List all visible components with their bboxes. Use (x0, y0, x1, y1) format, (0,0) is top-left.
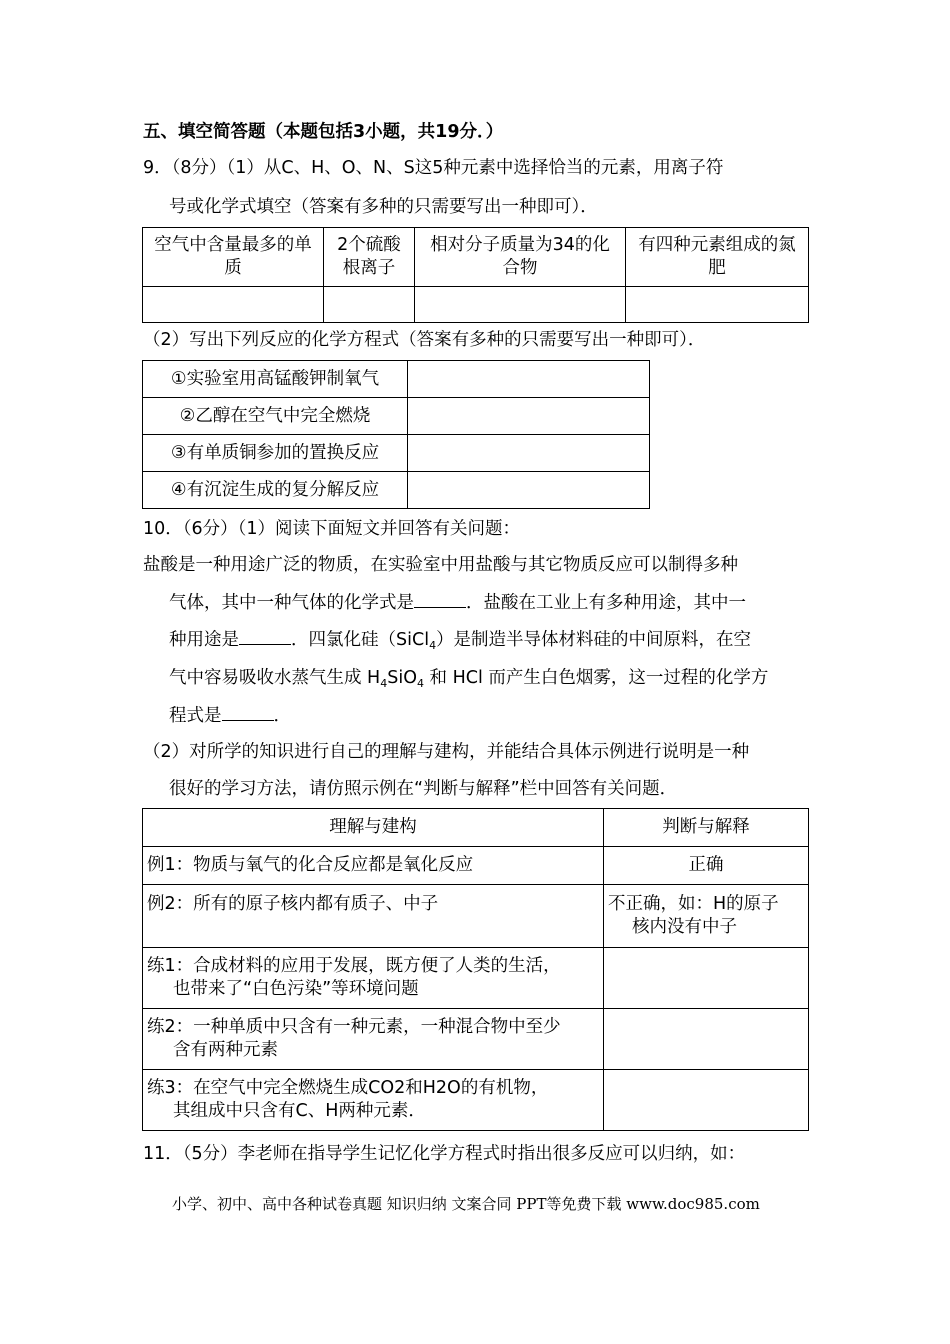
q9-table1-header-3: 相对分子质量为34的化 合物 (415, 228, 626, 287)
practice-2-statement: 练2：一种单质中只含有一种元素，一种混合物中至少 含有两种元素 (143, 1009, 604, 1070)
answer-cell[interactable] (604, 1009, 809, 1070)
answer-blank[interactable] (239, 626, 291, 645)
table-header-understanding: 理解与建构 (143, 809, 604, 847)
example-1-statement: 例1：物质与氧气的化合反应都是氧化反应 (143, 847, 604, 885)
q10-paragraph-line4: 气中容易吸收水蒸气生成 $H_4SiO_4$ 和 HCl 而产生白色烟雾，这一过程的化学方 (169, 668, 769, 690)
answer-cell[interactable] (604, 948, 809, 1009)
q9-table2 (142, 360, 650, 509)
answer-cell[interactable] (408, 398, 650, 435)
reaction-label: ①实验室用高锰酸钾制氧气 (143, 361, 408, 398)
q10-part2-line1: （2）对所学的知识进行自己的理解与建构，并能结合具体示例进行说明是一种 (143, 742, 750, 762)
q9-line2: 号或化学式填空（答案有多种的只需要写出一种即可）． (169, 197, 598, 217)
q10-paragraph-line1: 盐酸是一种用途广泛的物质，在实验室中用盐酸与其它物质反应可以制得多种 (143, 555, 738, 575)
answer-blank[interactable] (414, 589, 466, 608)
practice-1-statement: 练1：合成材料的应用于发展，既方便了人类的生活， 也带来了“白色污染”等环境问题 (143, 948, 604, 1009)
q11-line1: 11．（5分）李老师在指导学生记忆化学方程式时指出很多反应可以归纳，如： (143, 1144, 746, 1164)
q9-table1-header-2: 2个硫酸 根离子 (324, 228, 415, 287)
table-header-judgement: 判断与解释 (604, 809, 809, 847)
q10-table (142, 808, 809, 1131)
q10-part2-line2: 很好的学习方法，请仿照示例在“判断与解释”栏中回答有关问题． (169, 779, 678, 799)
q10-paragraph-line3: 种用途是 ．四氯化硅（SiCl$_4$）是制造半导体材料硅的中间原料，在空 (169, 626, 751, 651)
answer-blank[interactable] (222, 702, 274, 721)
answer-cell[interactable] (626, 287, 809, 323)
reaction-label: ④有沉淀生成的复分解反应 (143, 472, 408, 509)
q9-table1 (142, 227, 809, 323)
answer-cell[interactable] (415, 287, 626, 323)
answer-cell[interactable] (408, 361, 650, 398)
section-title: 五、填空简答题（本题包括3小题，共19分．） (143, 122, 504, 142)
practice-3-statement: 练3：在空气中完全燃烧生成CO2和H2O的有机物， 其组成中只含有C、H两种元素． (143, 1070, 604, 1131)
q9-line1: 9．（8分）（1）从C、H、O、N、S这5种元素中选择恰当的元素，用离子符 (143, 158, 724, 178)
example-1-judgement: 正确 (604, 847, 809, 885)
answer-cell[interactable] (408, 472, 650, 509)
answer-cell[interactable] (604, 1070, 809, 1131)
q9-table1-header-4: 有四种元素组成的氮 肥 (626, 228, 809, 287)
example-2-judgement: 不正确，如：H的原子 核内没有中子 (604, 885, 809, 948)
reaction-label: ③有单质铜参加的置换反应 (143, 435, 408, 472)
page-footer: 小学、初中、高中各种试卷真题 知识归纳 文案合同 PPT等免费下载 www.doc985.com (172, 1195, 760, 1213)
answer-cell[interactable] (143, 287, 324, 323)
answer-cell[interactable] (408, 435, 650, 472)
q10-paragraph-line2: 气体，其中一种气体的化学式是 ．盐酸在工业上有多种用途，其中一 (169, 589, 746, 614)
example-2-statement: 例2：所有的原子核内都有质子、中子 (143, 885, 604, 948)
reaction-label: ②乙醇在空气中完全燃烧 (143, 398, 408, 435)
q9-part2: （2）写出下列反应的化学方程式（答案有多种的只需要写出一种即可）． (143, 330, 706, 350)
q10-paragraph-line5: 程式是 ． (169, 702, 291, 727)
q9-table1-header-1: 空气中含量最多的单 质 (143, 228, 324, 287)
q10-line1: 10．（6分）（1）阅读下面短文并回答有关问题： (143, 519, 521, 539)
answer-cell[interactable] (324, 287, 415, 323)
